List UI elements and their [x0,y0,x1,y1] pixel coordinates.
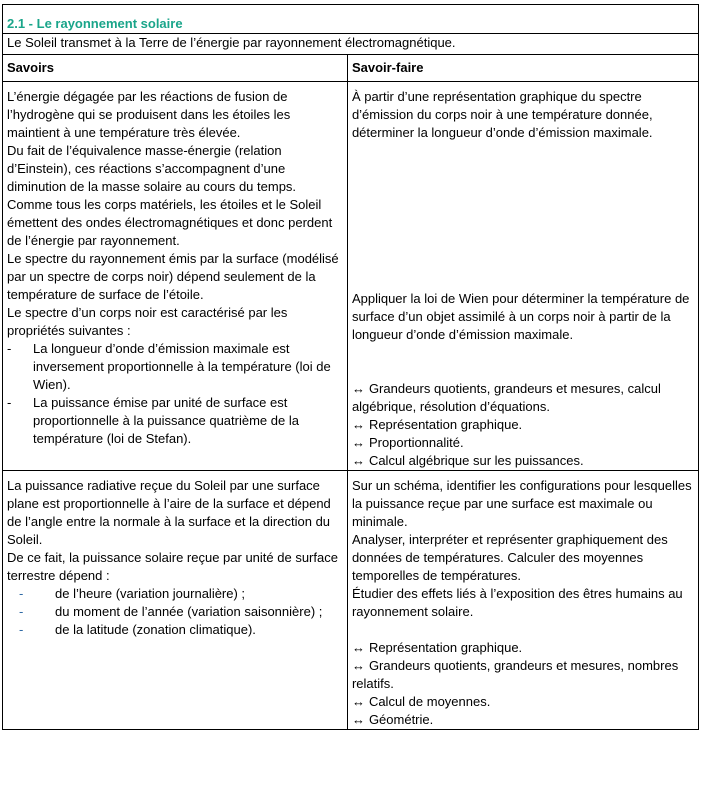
cross-link [352,639,694,657]
savoir-faire-paragraph: Appliquer la loi de Wien pour déterminer la température de surface d’un objet assimilé à un corps noir à partir de la longueur d’onde d’émission maximale. [351,291,690,342]
row1-savoirs [3,82,348,471]
bullet-marker: - [19,604,24,619]
row2-savoir-faire [347,471,698,730]
cross-link-text: Calcul algébrique sur les puissances. [368,453,584,468]
header-savoir-faire: Savoir-faire [347,55,698,82]
double-arrow-icon: ↔ [351,435,365,450]
bullet-text: La puissance émise par unité de surface est proportionnelle à la puissance quatrième de la température (loi de Stefan). [33,395,299,446]
list-item [7,394,343,448]
cross-link-text: Proportionnalité. [368,435,464,450]
double-arrow-icon: ↔ [351,694,365,709]
cross-link-text: Calcul de moyennes. [368,694,491,709]
programme-table [2,4,699,730]
bullet-text: de la latitude (zonation climatique). [55,622,256,637]
bullet-marker: - [19,586,24,601]
savoirs-paragraph: De ce fait, la puissance solaire reçue par unité de surface terrestre dépend : [7,550,338,583]
double-arrow-icon: ↔ [351,453,365,468]
bullet-text: La longueur d’onde d’émission maximale est inversement proportionnelle à la température (loi de Wien). [33,341,331,392]
cross-link-text: Grandeurs quotients, grandeurs et mesures, nombres relatifs. [351,658,679,691]
row1-savoir-faire [347,82,698,471]
cross-link-text: Représentation graphique. [368,640,523,655]
bullet-text: du moment de l’année (variation saisonnière) ; [55,604,323,619]
list-item [7,603,343,621]
savoir-faire-paragraph: Analyser, interpréter et représenter graphiquement des données de températures. Calculer des moyennes temporelles de températures. [351,532,668,583]
spacer [352,142,694,290]
section-intro: Le Soleil transmet à la Terre de l’énergie par rayonnement électromagnétique. [3,34,699,55]
savoir-faire-paragraph: Étudier des effets liés à l’exposition des êtres humains au rayonnement solaire. [351,586,683,619]
row2-savoirs [3,471,348,730]
list-item [7,621,343,639]
savoirs-paragraph: L’énergie dégagée par les réactions de fusion de l’hydrogène qui se produisent dans les étoiles les maintient à une température très élevée. [7,89,291,140]
savoirs-paragraph: Le spectre du rayonnement émis par la surface (modélisé par un spectre de corps noir) dépend seulement de la température de surface de l’étoile. [7,251,339,302]
row-puissance-solaire [3,471,699,730]
savoirs-paragraph: La puissance radiative reçue du Soleil par une surface plane est proportionnelle à l’aire de la surface et dépend de l’angle entre la normale à la surface et la direction du Soleil. [7,478,331,547]
cross-link [352,452,694,470]
cross-link-text: Représentation graphique. [368,417,523,432]
savoirs-paragraph: Du fait de l’équivalence masse-énergie (relation d’Einstein), ces réactions s’accompagnent d’une diminution de la masse solaire au cours du temps. [7,143,297,194]
savoirs-paragraph: Le spectre d’un corps noir est caractérisé par les propriétés suivantes : [7,305,288,338]
cross-link [352,416,694,434]
cross-link [352,380,694,416]
section-title: 2.1 - Le rayonnement solaire [3,5,699,34]
double-arrow-icon: ↔ [351,640,365,655]
savoir-faire-paragraph: Sur un schéma, identifier les configurations pour lesquelles la puissance reçue par une surface est maximale ou minimale. [351,478,692,529]
header-savoirs: Savoirs [3,55,348,82]
cross-link-text: Grandeurs quotients, grandeurs et mesures, calcul algébrique, résolution d’équations. [351,381,661,414]
row-energie-etoiles [3,82,699,471]
savoirs-paragraph: Comme tous les corps matériels, les étoiles et le Soleil émettent des ondes électromagnétiques et donc perdent de l’énergie par rayonnement. [7,197,333,248]
double-arrow-icon: ↔ [351,381,365,396]
savoir-faire-paragraph: À partir d’une représentation graphique du spectre d’émission du corps noir à une température donnée, déterminer la longueur d’onde d’émission maximale. [351,89,653,140]
list-item [7,340,343,394]
programme-page [2,4,699,730]
list-item [7,585,343,603]
double-arrow-icon: ↔ [351,417,365,432]
cross-link [352,657,694,693]
bullet-marker: - [7,395,12,410]
cross-link-text: Géométrie. [368,712,434,727]
cross-link [352,711,694,729]
spacer [352,344,694,380]
bullet-text: de l’heure (variation journalière) ; [55,586,246,601]
cross-link [352,434,694,452]
cross-link [352,693,694,711]
double-arrow-icon: ↔ [351,712,365,727]
spacer [352,621,694,639]
bullet-marker: - [7,341,12,356]
double-arrow-icon: ↔ [351,658,365,673]
bullet-marker: - [19,622,24,637]
